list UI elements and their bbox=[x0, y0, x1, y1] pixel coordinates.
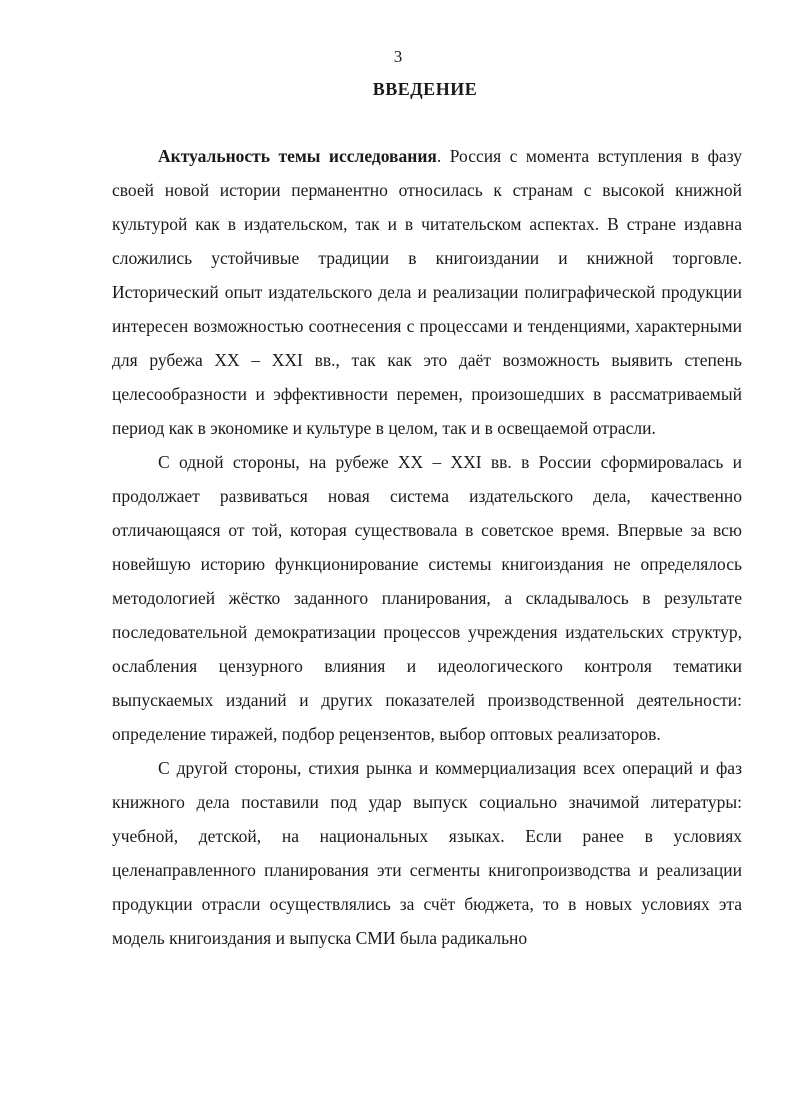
page-title: ВВЕДЕНИЕ bbox=[372, 79, 478, 99]
paragraph-relevance bbox=[112, 139, 742, 445]
paragraph-lead-term: Актуальность темы исследования bbox=[158, 146, 437, 166]
paragraph-one-side: С одной стороны, на рубеже XX – XXI вв. в России сформировалась и продолжает развиваться новая система издательского дела, качественно отличающаяся от той, которая существовала в советское время. Впервые за всю новейшую историю функционирование системы книгоиздания не определялось методологией жёстко заданного планирования, а складывалось в результате последовательной демократизации процессов учреждения издательских структур, ослабления цензурного влияния и идеологического контроля тематики выпускаемых изданий и других показателей производственной деятельности: определение тиражей, подбор рецензентов, выбор оптовых реализаторов. bbox=[112, 452, 742, 744]
paragraph-other-side: С другой стороны, стихия рынка и коммерциализация всех операций и фаз книжного дела поставили под удар выпуск социально значимой литературы: учебной, детской, на национальных языках. Если ранее в условиях целенаправленного планирования эти сегменты книгопроизводства и реализации продукции отрасли осуществлялись за счёт бюджета, то в новых условиях эта модель книгоиздания и выпуска СМИ была радикально bbox=[112, 758, 742, 948]
body-text bbox=[112, 139, 742, 955]
page-number: 3 bbox=[393, 47, 403, 66]
paragraph-text: . Россия с момента вступления в фазу своей новой истории перманентно относилась к странам с высокой книжной культурой как в издательском, так и в читательском аспектах. В стране издавна сложились устойчивые традиции в книгоиздании и книжной торговле. Исторический опыт издательского дела и реализации полиграфической продукции интересен возможностью соотнесения с процессами и тенденциями, характерными для рубежа XX – XXI вв., так как это даёт возможность выявить степень целесообразности и эффективности перемен, произошедших в рассматриваемый период как в экономике и культуре в целом, так и в освещаемой отрасли. bbox=[112, 146, 742, 438]
